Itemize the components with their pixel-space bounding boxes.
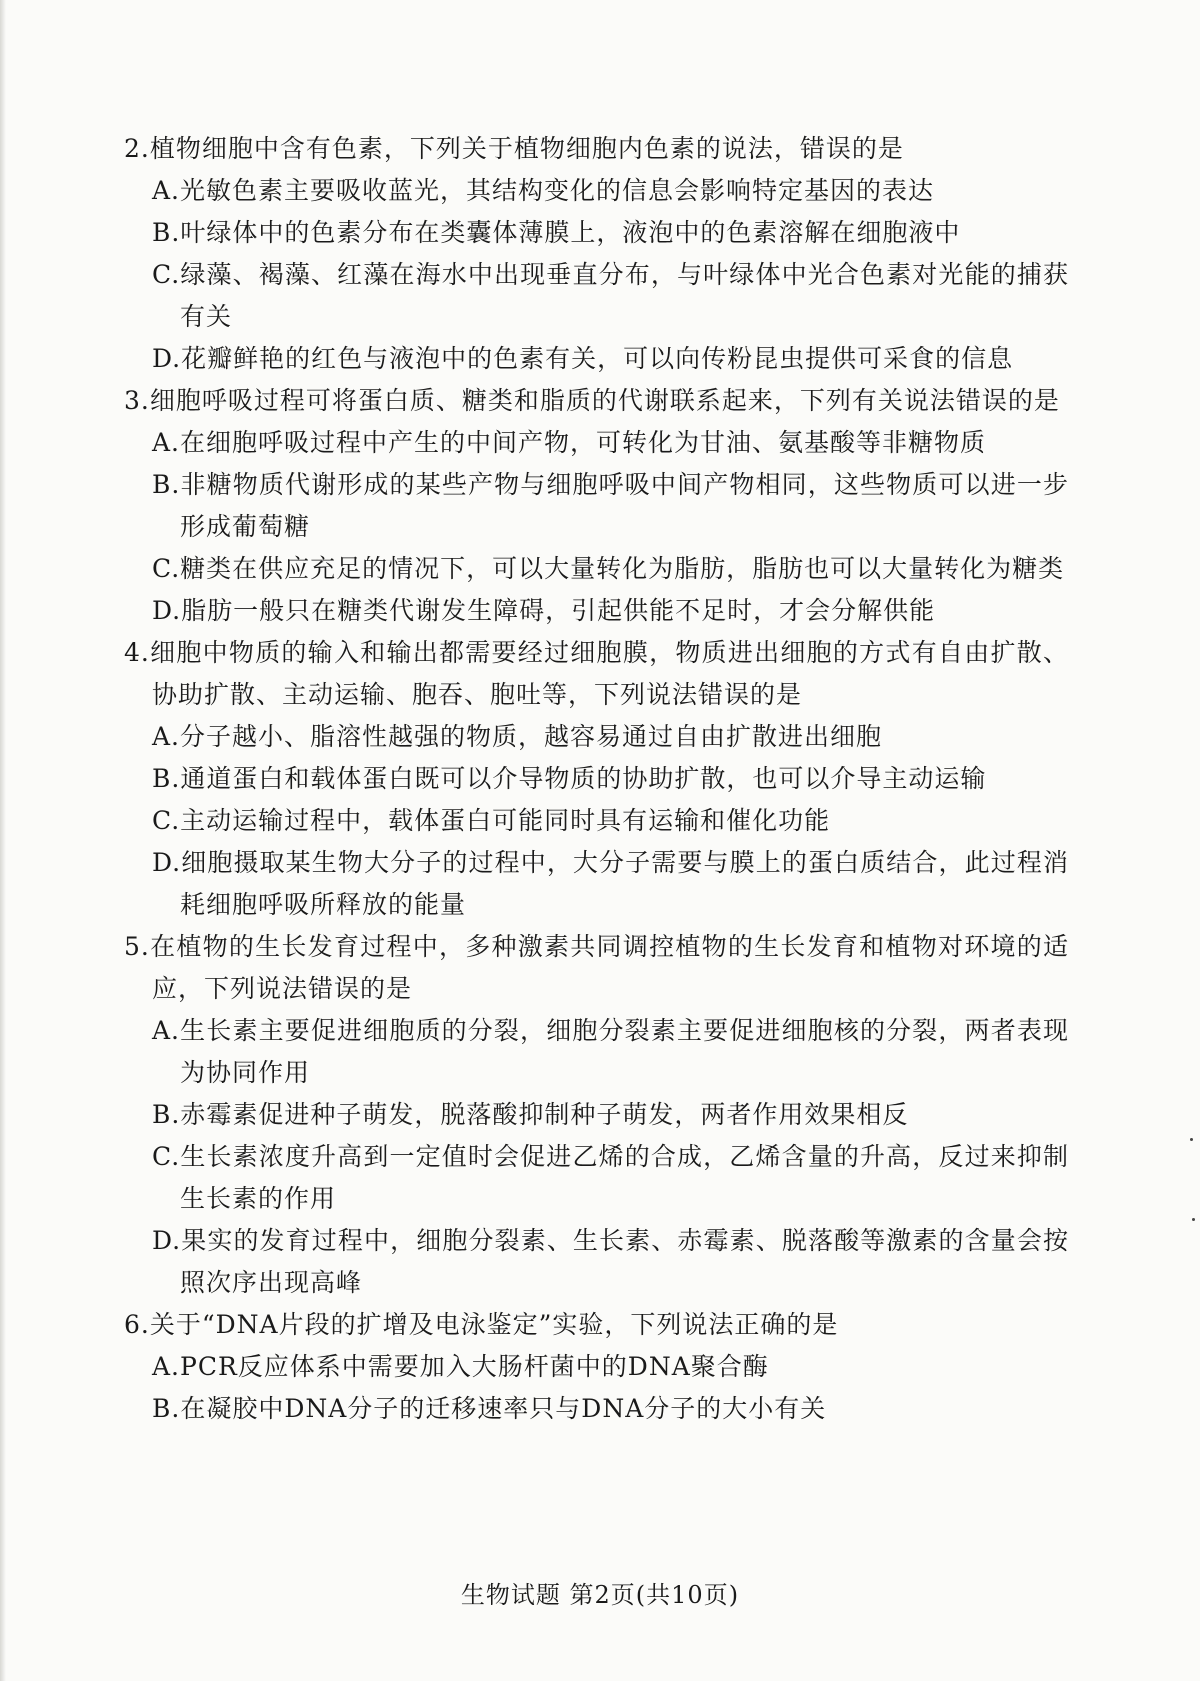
option-a: A.在细胞呼吸过程中产生的中间产物，可转化为甘油、氨基酸等非糖物质: [152, 428, 987, 457]
question-6: [124, 1304, 1069, 1430]
scan-edge: [0, 0, 6, 1681]
option-d: D.果实的发育过程中，细胞分裂素、生长素、赤霉素、脱落酸等激素的含量会按照次序出现高峰: [152, 1226, 1069, 1297]
scan-speck: [1190, 1138, 1193, 1141]
question-stem: 2.植物细胞中含有色素，下列关于植物细胞内色素的说法，错误的是: [124, 134, 904, 163]
option-c: C.糖类在供应充足的情况下，可以大量转化为脂肪，脂肪也可以大量转化为糖类: [152, 554, 1065, 583]
option-d: D.脂肪一般只在糖类代谢发生障碍，引起供能不足时，才会分解供能: [152, 596, 936, 625]
option-c: C.绿藻、褐藻、红藻在海水中出现垂直分布，与叶绿体中光合色素对光能的捕获有关: [152, 260, 1069, 331]
option-b: B.赤霉素促进种子萌发，脱落酸抑制种子萌发，两者作用效果相反: [152, 1100, 909, 1129]
option-c: C.主动运输过程中，载体蛋白可能同时具有运输和催化功能: [152, 806, 831, 835]
question-stem: 3.细胞呼吸过程可将蛋白质、糖类和脂质的代谢联系起来，下列有关说法错误的是: [124, 386, 1060, 415]
option-d: D.细胞摄取某生物大分子的过程中，大分子需要与膜上的蛋白质结合，此过程消耗细胞呼吸所释放的能量: [152, 848, 1069, 919]
question-2: [124, 128, 1069, 380]
option-a: A.生长素主要促进细胞质的分裂，细胞分裂素主要促进细胞核的分裂，两者表现为协同作用: [152, 1016, 1069, 1087]
option-c: C.生长素浓度升高到一定值时会促进乙烯的合成，乙烯含量的升高，反过来抑制生长素的作用: [152, 1142, 1069, 1213]
option-a: A.PCR反应体系中需要加入大肠杆菌中的DNA聚合酶: [152, 1352, 769, 1381]
option-a: A.光敏色素主要吸收蓝光，其结构变化的信息会影响特定基因的表达: [152, 176, 935, 205]
exam-page: [124, 128, 1069, 1430]
option-a: A.分子越小、脂溶性越强的物质，越容易通过自由扩散进出细胞: [152, 722, 883, 751]
question-3: [124, 380, 1069, 632]
option-d: D.花瓣鲜艳的红色与液泡中的色素有关，可以向传粉昆虫提供可采食的信息: [152, 344, 1014, 373]
question-stem: 4.细胞中物质的输入和输出都需要经过细胞膜，物质进出细胞的方式有自由扩散、协助扩散、主动运输、胞吞、胞吐等，下列说法错误的是: [124, 638, 1069, 709]
option-b: B.非糖物质代谢形成的某些产物与细胞呼吸中间产物相同，这些物质可以进一步形成葡萄糖: [152, 470, 1069, 541]
question-stem: 6.关于“DNA片段的扩增及电泳鉴定”实验，下列说法正确的是: [124, 1310, 839, 1339]
scan-speck: [1192, 1218, 1195, 1221]
option-b: B.叶绿体中的色素分布在类囊体薄膜上，液泡中的色素溶解在细胞液中: [152, 218, 961, 247]
question-stem: 5.在植物的生长发育过程中，多种激素共同调控植物的生长发育和植物对环境的适应，下列说法错误的是: [124, 932, 1069, 1003]
page-footer: 生物试题 第2页(共10页): [460, 1581, 740, 1609]
question-4: [124, 632, 1069, 926]
question-5: [124, 926, 1069, 1304]
option-b: B.在凝胶中DNA分子的迁移速率只与DNA分子的大小有关: [152, 1394, 827, 1423]
option-b: B.通道蛋白和载体蛋白既可以介导物质的协助扩散，也可以介导主动运输: [152, 764, 987, 793]
